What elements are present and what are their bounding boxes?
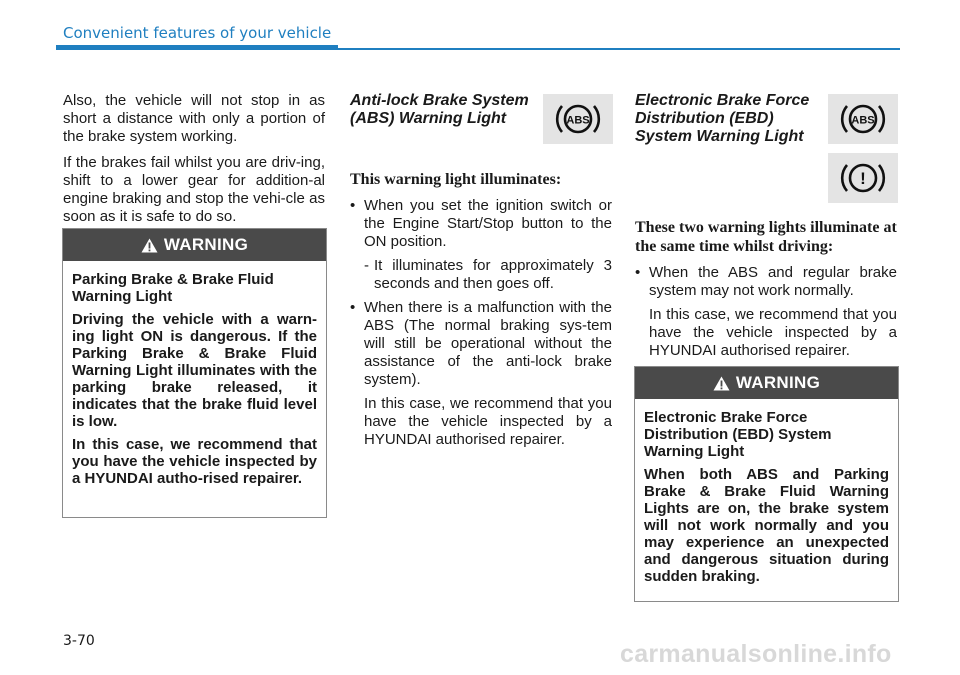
warning-body (635, 399, 898, 599)
bullet-icon: • (350, 299, 356, 316)
watermark: carmanualsonline.info (620, 640, 892, 668)
warning-triangle-icon (141, 238, 158, 253)
abs-icon-text: ABS (566, 114, 590, 127)
followup-text: In this case, we recommend that you have the vehicle inspected by a HYUNDAI authorised repairer. (364, 395, 612, 448)
heading-ebd-warning-light: Electronic Brake Force Distribution (EBD) System Warning Light (635, 92, 810, 145)
abs-warning-icon (543, 94, 613, 144)
column-middle (350, 92, 612, 455)
dash-icon: - (364, 257, 369, 274)
column-left (63, 92, 325, 234)
warning-label: WARNING (163, 235, 249, 254)
abs-icon (553, 99, 603, 139)
warning-text: Driving the vehicle with a warn-ing light ON is dangerous. If the Parking Brake & Brake Fluid Warning Light illuminates with the parking brake released, it indicates that the brake fluid level is low. (72, 311, 317, 430)
list-item-text: When the ABS and regular brake system may not work normally. (649, 264, 897, 299)
list-item (350, 299, 612, 389)
warning-title: Parking Brake & Brake Fluid Warning Light (72, 271, 274, 305)
warning-title: Electronic Brake Force Distribution (EBD) System Warning Light (644, 409, 832, 460)
abs-warning-icon (828, 94, 898, 144)
heading-abs-warning-light: Anti-lock Brake System (ABS) Warning Light (350, 92, 529, 127)
warning-triangle-icon (713, 376, 730, 391)
followup-text: In this case, we recommend that you have the vehicle inspected by a HYUNDAI authorised repairer. (649, 306, 897, 359)
paragraph-partial-braking: Also, the vehicle will not stop in as short a distance with only a portion of the brake system working. (63, 92, 325, 145)
brake-warning-icon (828, 153, 898, 203)
warning-text: When both ABS and Parking Brake & Brake Fluid Warning Lights are on, the brake system will not work normally and you may experience an unexpected and dangerous situation during sudden braking. (644, 466, 889, 585)
list-item (635, 264, 897, 300)
bullet-icon: • (635, 264, 641, 281)
warning-box-ebd (634, 366, 899, 602)
subheading-illuminates: This warning light illuminates: (350, 171, 562, 188)
section-title: Convenient features of your vehicle (63, 24, 332, 42)
warning-box-parking-brake (62, 228, 327, 518)
subheading-both-illuminate: These two warning lights illuminate at the same time whilst driving: (635, 219, 897, 255)
warning-body (63, 261, 326, 501)
abs-icon-text: ABS (851, 114, 875, 127)
warning-label: WARNING (735, 373, 821, 392)
header-rule-accent (56, 45, 338, 50)
warning-header (63, 229, 326, 261)
list-item-text: It illuminates for approximately 3 seconds and then goes off. (374, 257, 612, 292)
exclamation-icon-text: ! (860, 169, 866, 188)
exclamation-circle-icon (838, 158, 888, 198)
bullet-icon: • (350, 197, 356, 214)
list-item (350, 197, 612, 251)
list-item-text: When you set the ignition switch or the Engine Start/Stop button to the ON position. (364, 197, 612, 250)
paragraph-brake-failure: If the brakes fail whilst you are driv-ing, shift to a lower gear for addition-al engine braking and stop the vehi-cle as soon as it is safe to do so. (63, 154, 325, 225)
list-item-text: When there is a malfunction with the ABS (The normal braking sys-tem will still be operational without the assistance of the anti-lock brake system). (364, 299, 612, 388)
header-rule (338, 48, 900, 50)
list-item (350, 257, 612, 293)
warning-header (635, 367, 898, 399)
warning-text: In this case, we recommend that you have the vehicle inspected by a HYUNDAI autho-rised repairer. (72, 436, 317, 487)
abs-icon (838, 99, 888, 139)
page-number: 3-70 (63, 633, 95, 649)
